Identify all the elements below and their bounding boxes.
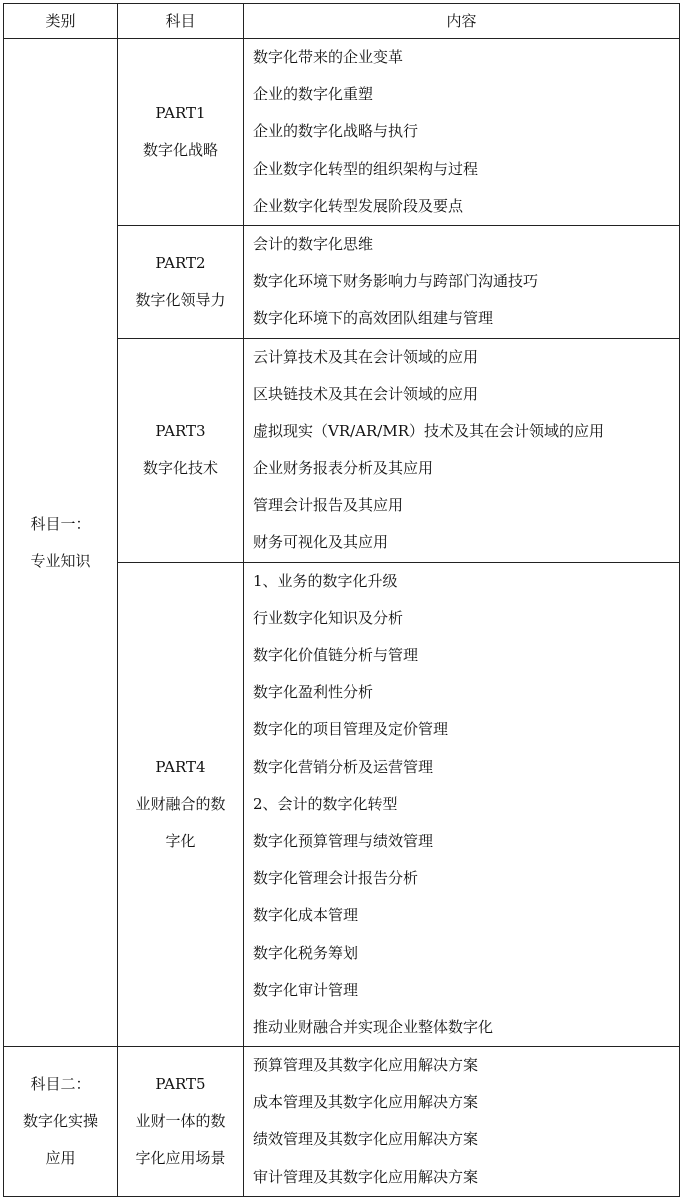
content-item: 数字化税务筹划 xyxy=(253,943,359,962)
subject-cell xyxy=(118,225,244,338)
content-item: 数字化预算管理与绩效管理 xyxy=(253,831,434,850)
part-name: 字化 xyxy=(165,831,196,850)
content-item: 推动业财融合并实现企业整体数字化 xyxy=(253,1017,494,1036)
table-body xyxy=(4,39,680,1197)
content-item: 数字化环境下财务影响力与跨部门沟通技巧 xyxy=(253,272,539,291)
part-name: 数字化战略 xyxy=(142,140,218,159)
content-item: 会计的数字化思维 xyxy=(253,234,374,253)
content-item: 财务可视化及其应用 xyxy=(253,533,389,552)
subject-cell xyxy=(118,562,244,1046)
subject-cell xyxy=(118,1047,244,1197)
content-item: 数字化带来的企业变革 xyxy=(253,48,404,66)
category-label: 科目二： xyxy=(30,1074,91,1093)
content-item: 数字化价值链分析与管理 xyxy=(253,646,419,664)
part-name: 业财融合的数 xyxy=(135,794,226,813)
part-code: PART3 xyxy=(155,422,206,441)
category-label: 科目一： xyxy=(30,514,91,533)
content-item: 预算管理及其数字化应用解决方案 xyxy=(253,1056,479,1075)
content-item: 企业数字化转型的组织架构与过程 xyxy=(253,159,479,178)
content-item: 企业数字化转型发展阶段及要点 xyxy=(253,196,464,215)
content-cell xyxy=(244,225,680,338)
content-item: 数字化环境下的高效团队组建与管理 xyxy=(253,309,494,328)
content-item: 云计算技术及其在会计领域的应用 xyxy=(253,347,479,366)
category-label: 专业知识 xyxy=(30,551,91,570)
content-item: 2、会计的数字化转型 xyxy=(253,794,398,813)
category-label: 数字化实操 xyxy=(22,1111,98,1130)
part-code: PART5 xyxy=(155,1074,206,1093)
content-item: 数字化审计管理 xyxy=(253,980,359,999)
content-item: 数字化成本管理 xyxy=(253,906,359,925)
part-code: PART1 xyxy=(155,103,206,122)
content-item: 虚拟现实（VR/AR/MR）技术及其在会计领域的应用 xyxy=(253,421,605,440)
content-cell xyxy=(244,562,680,1046)
subject-cell xyxy=(118,338,244,562)
header-content: 内容 xyxy=(244,4,680,39)
category-cell xyxy=(4,39,118,1047)
content-item: 行业数字化知识及分析 xyxy=(253,608,404,627)
part-code: PART4 xyxy=(155,757,206,776)
part-name: 数字化领导力 xyxy=(135,290,226,309)
header-subject: 科目 xyxy=(118,4,244,39)
subject-cell xyxy=(118,39,244,226)
content-item: 数字化管理会计报告分析 xyxy=(253,869,419,888)
content-item: 企业的数字化重塑 xyxy=(253,85,374,104)
table-row xyxy=(4,39,680,226)
content-item: 企业财务报表分析及其应用 xyxy=(253,459,434,478)
content-item: 企业的数字化战略与执行 xyxy=(253,122,419,141)
content-item: 数字化的项目管理及定价管理 xyxy=(253,720,449,739)
content-item: 成本管理及其数字化应用解决方案 xyxy=(253,1093,479,1112)
header-category: 类别 xyxy=(4,4,118,39)
content-item: 数字化盈利性分析 xyxy=(253,683,374,702)
content-cell xyxy=(244,338,680,562)
content-item: 数字化营销分析及运营管理 xyxy=(253,757,434,776)
table-row xyxy=(4,1047,680,1197)
content-cell xyxy=(244,1047,680,1197)
category-label: 应用 xyxy=(45,1148,76,1167)
part-name: 业财一体的数 xyxy=(135,1111,226,1130)
part-name: 字化应用场景 xyxy=(135,1148,226,1167)
curriculum-table xyxy=(3,3,680,1197)
category-cell xyxy=(4,1047,118,1197)
content-cell xyxy=(244,39,680,226)
content-item: 1、业务的数字化升级 xyxy=(253,571,398,590)
part-name: 数字化技术 xyxy=(142,459,218,478)
part-code: PART2 xyxy=(155,253,206,272)
content-item: 区块链技术及其在会计领域的应用 xyxy=(253,384,479,403)
content-item: 管理会计报告及其应用 xyxy=(253,496,404,515)
content-item: 绩效管理及其数字化应用解决方案 xyxy=(253,1130,479,1149)
header-row xyxy=(4,4,680,39)
content-item: 审计管理及其数字化应用解决方案 xyxy=(253,1167,479,1186)
